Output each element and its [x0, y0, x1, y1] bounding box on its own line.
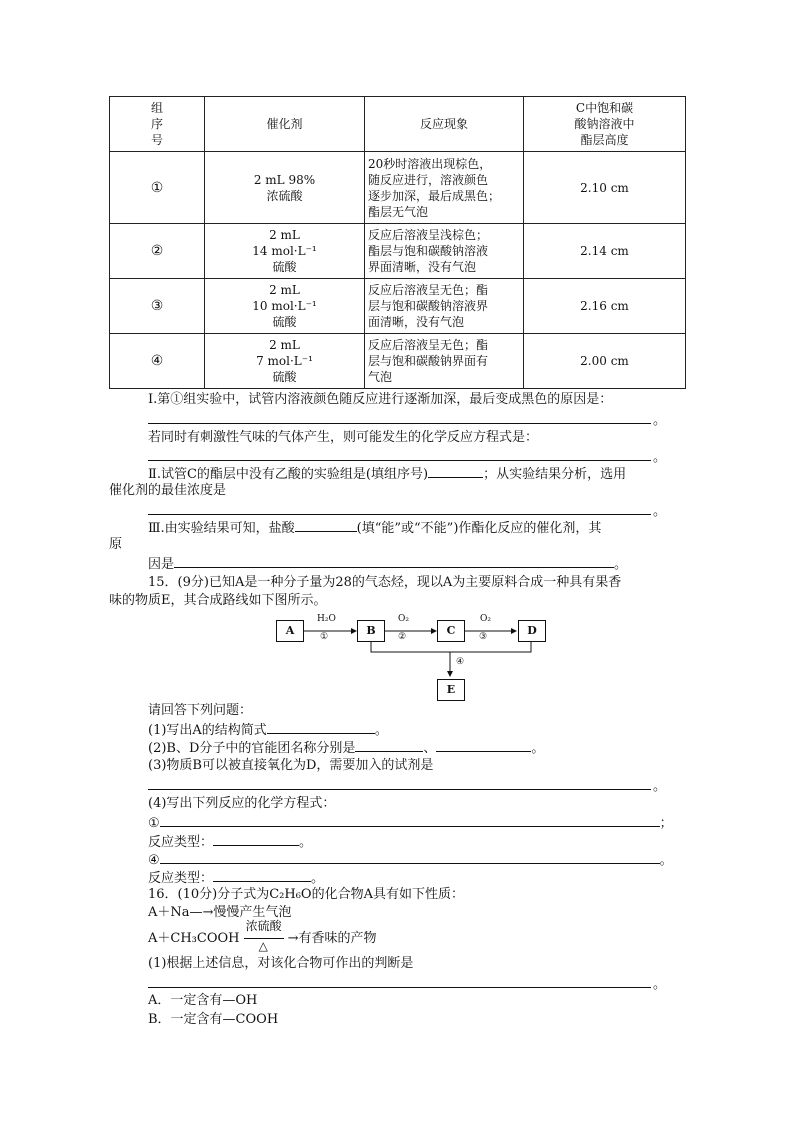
- q16-l2-products: →有香味的产物: [287, 931, 377, 946]
- cell-group: ①: [110, 152, 205, 224]
- table-header-row: [110, 97, 686, 152]
- reagent-o2: O₂: [480, 614, 491, 624]
- q15-part-1: [148, 720, 388, 740]
- cell-catalyst: 2 mL 98% 浓硫酸: [205, 152, 365, 224]
- q15-reaction-1: [148, 813, 673, 833]
- period: 。: [653, 413, 667, 428]
- q16-option-a[interactable]: A．一定含有—OH: [148, 993, 258, 1008]
- answer-blank[interactable]: [355, 738, 423, 752]
- q14-iii-text-a: Ⅲ.由实验结果可知，盐酸: [148, 521, 295, 536]
- q16-l2-reactants: A＋CH₃COOH: [148, 931, 240, 946]
- cell-group: ③: [110, 279, 205, 334]
- q15-ask: 请回答下列问题：: [148, 703, 253, 718]
- cell-phenomenon: 反应后溶液呈无色；酯 层与饱和碳酸钠界面有 气泡: [365, 334, 524, 389]
- step-2-label: ②: [398, 632, 407, 642]
- cell-catalyst: 2 mL 10 mol·L⁻¹ 硫酸: [205, 279, 365, 334]
- col-header-group: 组 序 号: [110, 97, 205, 152]
- answer-blank[interactable]: [295, 518, 357, 532]
- q16-property-1: A＋Na—→慢慢产生气泡: [148, 905, 292, 920]
- q14-ii-text-a: Ⅱ.试管C的酯层中没有乙酸的实验组是(填组序号): [148, 467, 429, 482]
- step-1-label: ①: [320, 632, 329, 642]
- compound-c-box: C: [437, 620, 465, 642]
- period: 。: [299, 835, 313, 850]
- q15-stem-1: 15．(9分)已知A是一种分子量为28的气态烃，现以A为主要原料合成一种具有果香: [148, 575, 622, 590]
- period: 。: [531, 741, 545, 756]
- q15-part-2: [148, 738, 544, 758]
- period: 。: [653, 779, 667, 794]
- cell-group: ④: [110, 334, 205, 389]
- period: 。: [653, 977, 667, 992]
- answer-line[interactable]: [148, 987, 651, 988]
- q14-iii-text-b: (填“能”或“不能”)作酯化反应的催化剂，其: [356, 521, 602, 536]
- answer-line[interactable]: [148, 514, 651, 515]
- reaction-condition-arrow: [244, 919, 288, 953]
- table-row: [110, 224, 686, 279]
- q15-part-3: (3)物质B可以被直接氧化为D，需要加入的试剂是: [148, 758, 434, 773]
- cell-phenomenon: 反应后溶液呈浅棕色； 酯层与饱和碳酸钠溶液 界面清晰，没有气泡: [365, 224, 524, 279]
- q15-type-1: [148, 832, 312, 852]
- semicolon: ；: [659, 816, 673, 831]
- experiment-table: [109, 96, 686, 389]
- compound-a-box: A: [276, 620, 304, 642]
- period: 。: [653, 450, 667, 465]
- answer-line[interactable]: [148, 460, 651, 461]
- answer-blank[interactable]: [174, 554, 614, 568]
- period: 。: [653, 504, 667, 519]
- answer-blank[interactable]: [160, 813, 660, 827]
- period: 。: [311, 871, 325, 886]
- q15-type-4: [148, 868, 324, 888]
- reagent-h2o: H₂O: [317, 614, 336, 624]
- answer-blank[interactable]: [436, 738, 531, 752]
- reaction-4-label: ④: [148, 853, 160, 868]
- synthesis-route-diagram: [270, 610, 560, 705]
- period: 。: [614, 557, 628, 572]
- answer-line[interactable]: [148, 789, 651, 790]
- answer-line[interactable]: [148, 423, 651, 424]
- period: 。: [659, 853, 673, 868]
- answer-blank[interactable]: [213, 868, 311, 882]
- reaction-type-label: 反应类型：: [148, 871, 214, 886]
- cell-phenomenon: 反应后溶液呈无色；酯 层与饱和碳酸钠溶液界 面清晰，没有气泡: [365, 279, 524, 334]
- cell-catalyst: 2 mL 7 mol·L⁻¹ 硫酸: [205, 334, 365, 389]
- q14-part-ii: [148, 464, 626, 484]
- q15-part-4: (4)写出下列反应的化学方程式：: [148, 796, 336, 811]
- table-row: [110, 334, 686, 389]
- q15-stem-2: 味的物质E，其合成路线如下图所示。: [109, 593, 327, 608]
- cell-catalyst: 2 mL 14 mol·L⁻¹ 硫酸: [205, 224, 365, 279]
- cell-height: 2.14 cm: [524, 224, 686, 279]
- connector-b-d: [371, 642, 531, 652]
- q16-part-1: (1)根据上述信息，对该化合物可作出的判断是: [148, 956, 414, 971]
- compound-d-box: D: [518, 620, 546, 642]
- reaction-1-label: ①: [148, 816, 160, 831]
- q16-stem: 16．(10分)分子式为C₂H₆O的化合物A具有如下性质：: [148, 887, 464, 902]
- q15-reaction-4: [148, 850, 673, 870]
- q14-part-i: Ⅰ.第①组实验中，试管内溶液颜色随反应进行逐渐加深，最后变成黑色的原因是：: [148, 392, 613, 407]
- table-row: [110, 152, 686, 224]
- q15-p1-text: (1)写出A的结构简式: [148, 723, 267, 738]
- compound-b-box: B: [357, 620, 385, 642]
- table-row: [110, 279, 686, 334]
- cell-group: ②: [110, 224, 205, 279]
- q16-option-b[interactable]: B．一定含有—COOH: [148, 1012, 279, 1027]
- q14-ii-text-b: ；从实验结果分析，选用: [483, 467, 627, 482]
- answer-blank[interactable]: [267, 720, 375, 734]
- condition-conc-sulfuric: 浓硫酸: [245, 919, 282, 933]
- col-header-phenomenon: 反应现象: [365, 97, 524, 152]
- answer-blank[interactable]: [213, 832, 299, 846]
- q14-iii-text-d: 因是: [148, 557, 175, 572]
- cell-phenomenon: 20秒时溶液出现棕色， 随反应进行，溶液颜色 逐步加深，最后成黑色； 酯层无气泡: [365, 152, 524, 224]
- q14-part-iii: [148, 518, 601, 538]
- cell-height: 2.10 cm: [524, 152, 686, 224]
- step-3-label: ③: [479, 632, 488, 642]
- answer-blank[interactable]: [160, 850, 660, 864]
- reagent-o2: O₂: [398, 614, 409, 624]
- reaction-type-label: 反应类型：: [148, 835, 214, 850]
- col-header-catalyst: 催化剂: [205, 97, 365, 152]
- cell-height: 2.16 cm: [524, 279, 686, 334]
- condition-heat: △: [258, 939, 268, 953]
- compound-e-box: E: [437, 679, 465, 701]
- cell-height: 2.00 cm: [524, 334, 686, 389]
- q14-iii-line: [148, 554, 627, 574]
- period: 。: [374, 723, 388, 738]
- q16-property-2: [148, 919, 377, 953]
- col-header-ester-height: C中饱和碳 酸钠溶液中 酯层高度: [524, 97, 686, 152]
- q15-p2-sep: 、: [423, 741, 437, 756]
- q14-iii-text-c: 原: [109, 537, 123, 552]
- q15-p2-text: (2)B、D分子中的官能团名称分别是: [148, 741, 356, 756]
- q14-ii-text-c: 催化剂的最佳浓度是: [109, 483, 227, 498]
- answer-blank[interactable]: [428, 464, 483, 478]
- q14-part-i-2: 若同时有刺激性气味的气体产生，则可能发生的化学反应方程式是：: [148, 430, 539, 445]
- step-4-label: ④: [456, 657, 465, 667]
